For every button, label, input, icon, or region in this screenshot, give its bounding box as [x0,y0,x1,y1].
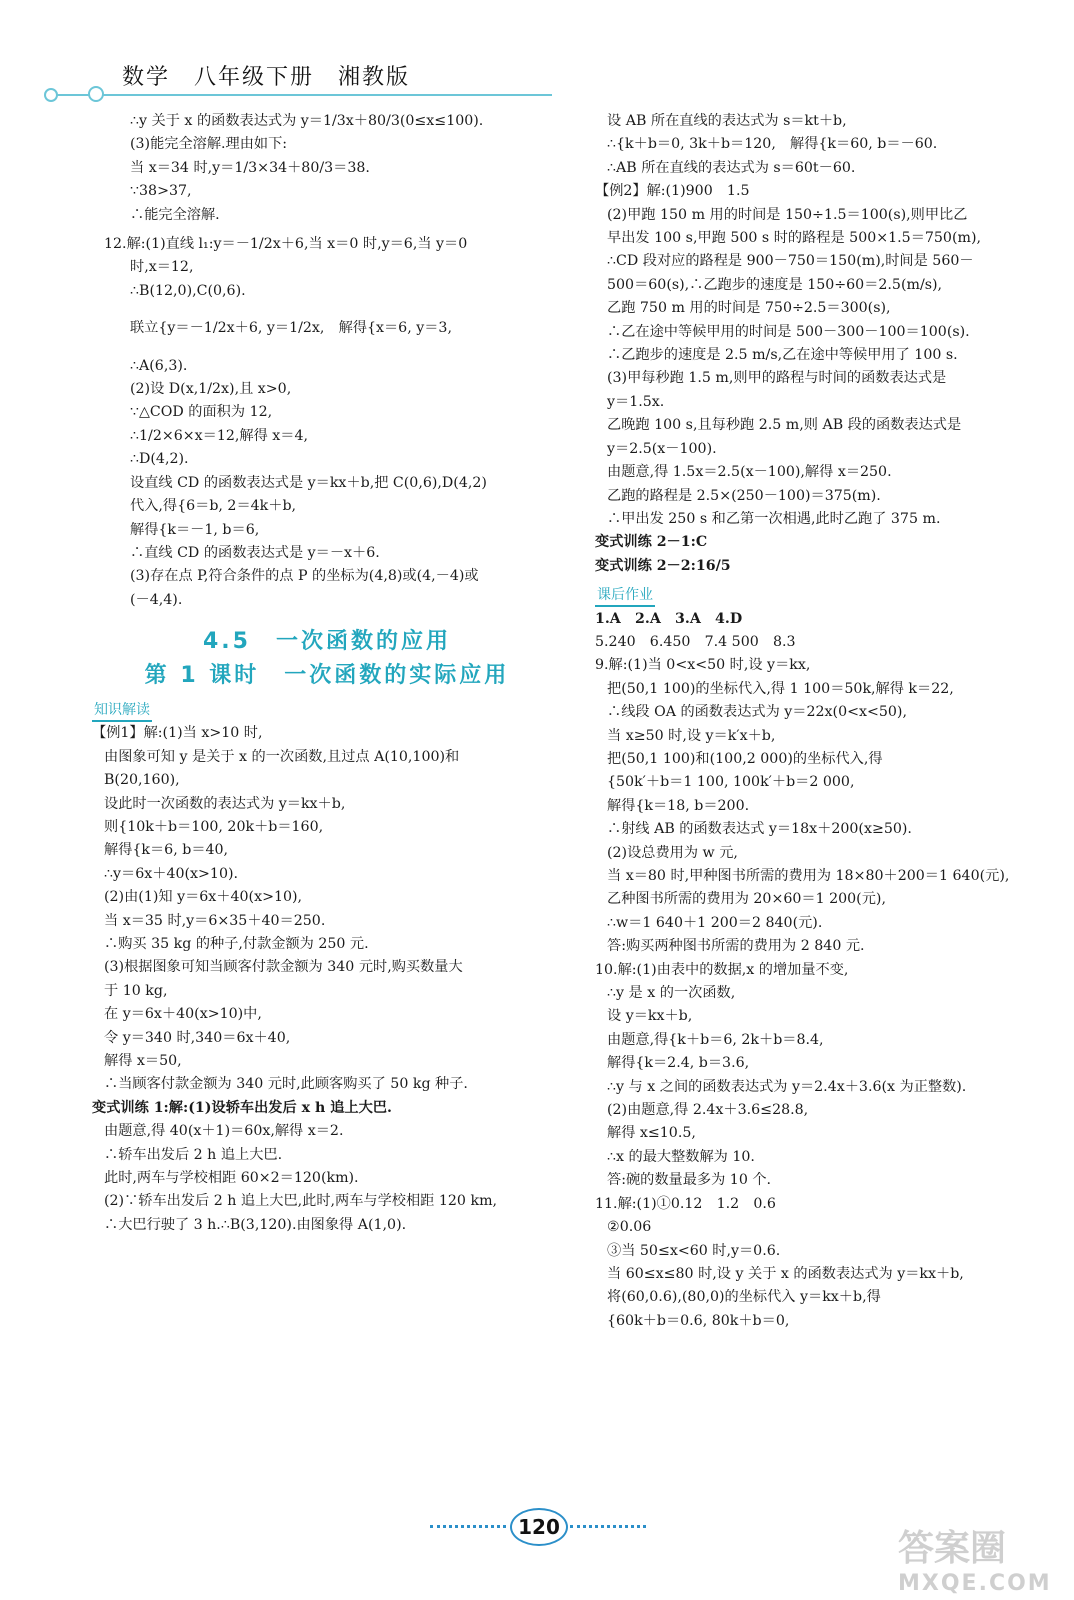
header-rule [52,94,552,96]
text-line: ∴AB 所在直线的表达式为 s＝60t－60. [607,159,856,176]
watermark-logo [898,1520,1068,1596]
text-line: 5.240 6.450 7.4 500 8.3 [595,633,796,650]
text-line: 解得 x≤10.5, [607,1125,696,1142]
text-line: ∴A(6,3). [130,357,188,374]
header-dot-large [88,86,104,102]
text-line: ∴w＝1 640＋1 200＝2 840(元). [607,914,823,931]
knowledge-tag: 知识解读 [92,700,152,722]
text-line: 设 y＝kx＋b, [607,1008,693,1025]
page-number-dots-left [430,1525,506,1528]
text-line: 解得 x＝50, [104,1053,182,1070]
text-line: 12.解:(1)直线 l₁:y＝－1/2x＋6,当 x＝0 时,y＝6,当 y＝0 [104,236,468,253]
text-line: 联立{y＝－1/2x＋6, y＝1/2x, 解得{x＝6, y＝3, [130,320,452,337]
text-line: 变式训练 2－1:C [595,534,708,551]
text-line: ∵38>37, [130,183,192,200]
header-dot-small [44,88,58,102]
text-line: 乙晚跑 100 s,且每秒跑 2.5 m,则 AB 段的函数表达式是 [607,417,962,434]
text-line: 【例2】解:(1)900 1.5 [595,183,750,200]
text-line: ∴购买 35 kg 的种子,付款金额为 250 元. [104,936,369,952]
text-line: 解得{k＝18, b＝200. [607,797,750,814]
text-line: (2)设 D(x,1/2x),且 x>0, [130,381,292,398]
text-line: ∴y 与 x 之间的函数表达式为 y＝2.4x＋3.6(x 为正整数). [607,1078,967,1095]
text-line: 10.解:(1)由表中的数据,x 的增加量不变, [595,961,849,978]
text-line: 由图象可知 y 是关于 x 的一次函数,且过点 A(10,100)和 [104,748,460,765]
text-line: (－4,4). [130,591,183,608]
text-line: 当 x＝80 时,甲种图书所需的费用为 18×80＋200＝1 640(元), [607,868,1010,884]
text-line: (3)根据图象可知当顾客付款金额为 340 元时,购买数量大 [104,959,463,976]
homework-tag: 课后作业 [595,585,655,607]
text-line: 乙跑 750 m 用的时间是 750÷2.5＝300(s), [607,300,891,317]
text-line: 早出发 100 s,甲跑 500 s 时的路程是 500×1.5＝750(m), [607,230,981,247]
text-line: 变式训练 1:解:(1)设轿车出发后 x h 追上大巴. [92,1099,392,1116]
text-line: 解得{k＝2.4, b＝3.6, [607,1055,750,1072]
text-line: 代入,得{6＝b, 2＝4k＋b, [130,498,297,515]
text-line: 11.解:(1)①0.12 1.2 0.6 [595,1195,776,1212]
text-line: 设直线 CD 的函数表达式是 y＝kx＋b,把 C(0,6),D(4,2) [130,474,487,491]
text-line: ∴乙跑步的速度是 2.5 m/s,乙在途中等候甲用了 100 s. [607,347,958,364]
text-line: ∴x 的最大整数解为 10. [607,1148,755,1165]
text-line: 令 y＝340 时,340＝6x＋40, [104,1029,291,1046]
text-line: 9.解:(1)当 0<x<50 时,设 y＝kx, [595,657,811,674]
text-line: (2)由(1)知 y＝6x＋40(x>10), [104,889,303,906]
text-line: ∴当顾客付款金额为 340 元时,此顾客购买了 50 kg 种子. [104,1076,468,1093]
text-line: ∴直线 CD 的函数表达式是 y＝－x＋6. [130,544,380,561]
text-line: ∴射线 AB 的函数表达式 y＝18x＋200(x≥50). [607,821,912,838]
text-line: 时,x＝12, [130,259,194,276]
text-line: ∴B(12,0),C(0,6). [130,282,246,299]
section-title: 4.5 一次函数的应用 [203,629,451,655]
text-line: 当 60≤x≤80 时,设 y 关于 x 的函数表达式为 y＝kx＋b, [607,1265,964,1282]
text-line: 答:碗的数量最多为 10 个. [607,1172,772,1189]
text-line: 此时,两车与学校相距 60×2＝120(km). [104,1170,359,1187]
watermark-url: MXQE.COM [898,1571,1052,1596]
page-number: 120 [510,1508,568,1546]
text-line: ∴线段 OA 的函数表达式为 y＝22x(0<x<50), [607,704,907,721]
text-line: ∴CD 段对应的路程是 900－750＝150(m),时间是 560－ [607,253,974,270]
text-line: 把(50,1 100)的坐标代入,得 1 100＝50k,解得 k＝22, [607,680,954,697]
text-line: 由题意,得 40(x＋1)＝60x,解得 x＝2. [104,1123,344,1140]
text-line: (2)∵轿车出发后 2 h 追上大巴,此时,两车与学校相距 120 km, [104,1193,498,1210]
page-number-dots-right [570,1525,646,1528]
text-line: (3)能完全溶解.理由如下: [130,136,288,153]
text-line: ②0.06 [607,1219,652,1236]
text-line: 解得{k＝6, b＝40, [104,842,229,859]
text-line: 设此时一次函数的表达式为 y＝kx＋b, [104,795,346,812]
text-line: 1.A 2.A 3.A 4.D [595,610,743,627]
watermark-text: 答案圈 [898,1528,1007,1569]
text-line: {60k＋b＝0.6, 80k＋b＝0, [607,1312,790,1329]
text-line: (2)由题意,得 2.4x＋3.6≤28.8, [607,1102,809,1119]
right-column [595,110,1035,1333]
text-line: 由题意,得 1.5x＝2.5(x－100),解得 x＝250. [607,464,892,481]
text-line: (3)存在点 P,符合条件的点 P 的坐标为(4,8)或(4,－4)或 [130,568,479,585]
text-line: 【例1】解:(1)当 x>10 时, [92,725,263,742]
text-line: 于 10 kg, [104,982,168,999]
text-line: 500＝60(s),∴乙跑步的速度是 150÷60＝2.5(m/s), [607,276,943,293]
text-line: B(20,160), [104,772,180,789]
text-line: {50k′＋b＝1 100, 100k′＋b＝2 000, [607,774,855,791]
text-line: (3)甲每秒跑 1.5 m,则甲的路程与时间的函数表达式是 [607,370,947,387]
text-line: ∴y 是 x 的一次函数, [607,985,736,1002]
text-line: 乙跑的路程是 2.5×(250－100)＝375(m). [607,487,881,504]
text-line: 解得{k＝－1, b＝6, [130,521,260,538]
text-line: ∴大巴行驶了 3 h.∴B(3,120).由图象得 A(1,0). [104,1216,407,1233]
text-line: 在 y＝6x＋40(x>10)中, [104,1006,262,1023]
text-line: ∴能完全溶解. [130,206,220,223]
text-line: y＝2.5(x－100). [607,440,717,457]
text-line: ③当 50≤x<60 时,y＝0.6. [607,1242,781,1259]
text-line: ∴1/2×6×x＝12,解得 x＝4, [130,427,309,444]
text-line: 当 x≥50 时,设 y＝k′x＋b, [607,727,776,744]
text-line: ∵△COD 的面积为 12, [130,404,273,421]
text-line: 则{10k＋b＝100, 20k＋b＝160, [104,818,324,835]
lesson-title: 第 1 课时 一次函数的实际应用 [144,662,510,688]
text-line: (2)甲跑 150 m 用的时间是 150÷1.5＝100(s),则甲比乙 [607,206,968,223]
text-line: 将(60,0.6),(80,0)的坐标代入 y＝kx＋b,得 [607,1289,881,1306]
text-line: 变式训练 2－2:16/5 [595,557,731,574]
text-line: ∴轿车出发后 2 h 追上大巴. [104,1146,283,1163]
text-line: 乙种图书所需的费用为 20×60＝1 200(元), [607,891,886,908]
text-line: 设 AB 所在直线的表达式为 s＝kt＋b, [607,113,847,129]
text-line: ∴D(4,2). [130,451,189,468]
header-title: 数学 八年级下册 湘教版 [122,65,411,90]
page-header [0,0,1074,110]
text-line: 由题意,得{k＋b＝6, 2k＋b＝8.4, [607,1031,824,1048]
text-line: ∴乙在途中等候甲用的时间是 500－300－100＝100(s). [607,323,970,340]
left-column [92,110,562,1237]
text-line: 把(50,1 100)和(100,2 000)的坐标代入,得 [607,750,883,767]
text-line: ∴y＝6x＋40(x>10). [104,865,239,882]
text-line: y＝1.5x. [607,393,665,410]
text-line: 答:购买两种图书所需的费用为 2 840 元. [607,938,865,955]
text-line: ∴y 关于 x 的函数表达式为 y＝1/3x＋80/3(0≤x≤100). [130,113,484,129]
text-line: ∴甲出发 250 s 和乙第一次相遇,此时乙跑了 375 m. [607,510,941,527]
text-line: (2)设总费用为 w 元, [607,844,738,861]
text-line: 当 x＝34 时,y＝1/3×34＋80/3＝38. [130,159,370,176]
text-line: ∴{k＋b＝0, 3k＋b＝120, 解得{k＝60, b＝－60. [607,136,938,153]
text-line: 当 x＝35 时,y＝6×35＋40＝250. [104,912,326,929]
